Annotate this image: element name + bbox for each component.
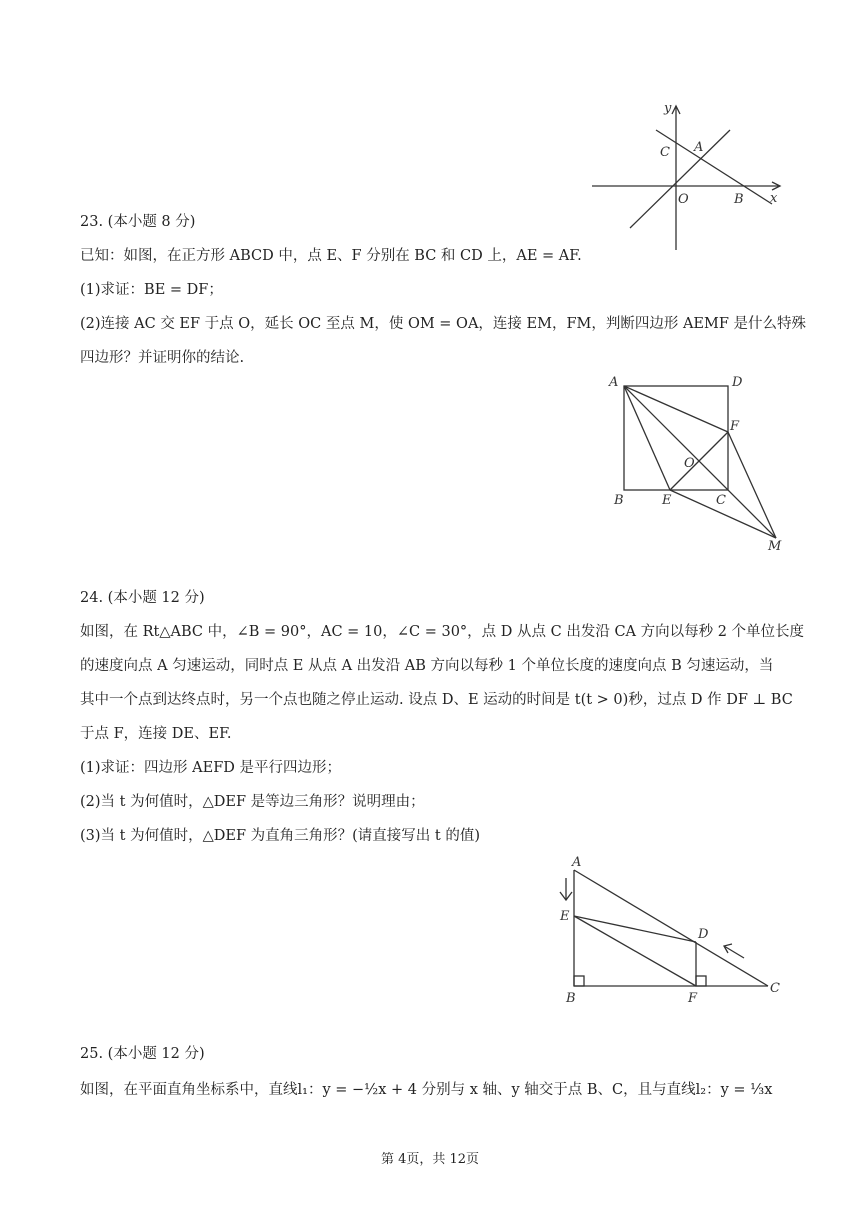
label-E: E [560, 909, 570, 924]
q24-part2: (2)当 t 为何值时，△DEF 是等边三角形？说明理由； [80, 794, 425, 810]
label-E: E [662, 493, 672, 508]
line-l1 [656, 130, 772, 204]
label-B: B [566, 991, 576, 1006]
label-A: A [694, 140, 704, 155]
figure-square [604, 372, 794, 554]
label-A: A [572, 855, 582, 870]
label-x: x [770, 191, 778, 206]
q24-part1: (1)求证：四边形 AEFD 是平行四边形； [80, 760, 341, 776]
label-A: A [609, 375, 619, 390]
q23-part2-line2: 四边形？并证明你的结论. [80, 350, 245, 366]
q23-part2-line1: (2)连接 AC 交 EF 于点 O，延长 OC 至点 M，使 OM = OA，连接 EM，FM，判断四边形 AEMF 是什么特殊 [80, 316, 807, 332]
page-footer: 第 4页，共 12页 [380, 1152, 480, 1167]
label-y: y [664, 101, 672, 116]
label-B: B [734, 192, 744, 207]
q24-header: 24. (本小题 12 分) [80, 590, 205, 606]
q24-stem-line1: 如图，在 Rt△ABC 中，∠B = 90°，AC = 10，∠C = 30°，点 D 从点 C 出发沿 CA 方向以每秒 2 个单位长度 [80, 624, 805, 640]
segment-AM [624, 386, 776, 538]
label-F: F [688, 991, 698, 1006]
segment-EF [574, 916, 696, 986]
label-M: M [768, 539, 782, 554]
right-angle-B [574, 976, 584, 986]
segment-AE [624, 386, 670, 490]
right-angle-F [696, 976, 706, 986]
q24-part3: (3)当 t 为何值时，△DEF 为直角三角形？(请直接写出 t 的值) [80, 828, 480, 844]
segment-AC [574, 870, 768, 986]
label-C: C [770, 981, 780, 996]
segment-ED [574, 916, 696, 942]
segment-AF [624, 386, 728, 432]
figure-axes [588, 98, 788, 258]
segment-FM [728, 432, 776, 538]
figure-triangle [552, 850, 792, 1010]
label-O: O [684, 456, 695, 471]
q24-stem-line2: 的速度向点 A 匀速运动，同时点 E 从点 A 出发沿 AB 方向以每秒 1 个单位长度的速度向点 B 匀速运动，当 [80, 658, 774, 674]
q24-stem-line3: 其中一个点到达终点时，另一个点也随之停止运动. 设点 D、E 运动的时间是 t(t > 0)秒，过点 D 作 DF ⊥ BC [80, 692, 793, 708]
label-O: O [678, 192, 689, 207]
q24-stem-line4: 于点 F，连接 DE、EF. [80, 726, 232, 742]
label-C: C [716, 493, 726, 508]
label-D: D [698, 927, 709, 942]
label-D: D [732, 375, 743, 390]
label-B: B [614, 493, 624, 508]
label-C: C [660, 145, 670, 160]
q23-stem: 已知：如图，在正方形 ABCD 中，点 E、F 分别在 BC 和 CD 上，AE = AF. [80, 248, 582, 264]
q23-part1: (1)求证：BE = DF； [80, 282, 223, 298]
q23-header: 23. (本小题 8 分) [80, 214, 196, 230]
q25-stem-line1: 如图，在平面直角坐标系中，直线l₁：y = −½x + 4 分别与 x 轴、y 轴交于点 B、C，且与直线l₂：y = ⅓x [80, 1082, 773, 1098]
q25-header: 25. (本小题 12 分) [80, 1046, 205, 1062]
label-F: F [730, 419, 740, 434]
